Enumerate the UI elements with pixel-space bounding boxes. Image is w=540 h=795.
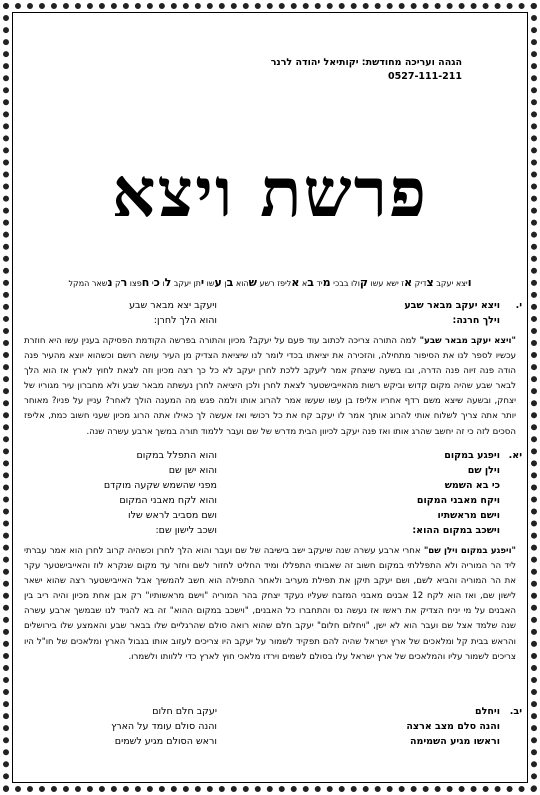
- section-verse-12: [18, 706, 522, 751]
- summary-letter: מ: [322, 276, 331, 289]
- verse-translation: ושם מסביב לראש שלו: [128, 510, 217, 521]
- verse-original: ויקח מאבני המקום: [416, 495, 500, 506]
- summary-word: ז ישא עשו: [368, 279, 405, 288]
- verse-original: ויצא יעקב מבאר שבע: [404, 300, 500, 311]
- summary-letter: ב: [307, 276, 314, 289]
- page-title: פרשת ויצא: [111, 153, 429, 233]
- verse-translation: ושכב לישון שם:: [155, 525, 217, 536]
- commentary-paragraph: [24, 544, 516, 665]
- verse-translation: והוא לקח מאבני המקום: [119, 495, 217, 506]
- commentary-paragraph: [24, 334, 516, 440]
- verse-row: [18, 315, 522, 330]
- summary-word: א: [299, 279, 308, 288]
- verse-original: וילך חרנה:: [452, 315, 500, 326]
- verse-row: [18, 706, 522, 721]
- verse-row: [18, 300, 522, 315]
- verse-number: יב.: [509, 706, 522, 717]
- summary-word: יד: [313, 279, 323, 288]
- verse-original: וישם מראשתיו: [437, 510, 500, 521]
- summary-letter: ח: [141, 276, 150, 289]
- verse-number: י.: [515, 300, 522, 311]
- verse-original: והנה סלם מצב ארצה: [406, 721, 500, 732]
- verse-original: כי בא השמש: [444, 480, 500, 491]
- summary-word: שו: [204, 279, 215, 288]
- verse-original: וראשו מגיע השמימה: [409, 736, 500, 747]
- commentary-text: אחרי ארבע עשרה שנה שיעקב ישב בישיבה של שם ועבר והוא הלך לחרן וכשהיה קרוב לחרן הוא אמר עברתי ליד הר המוריה ולא התפללתי במקום חשוב זה שאבותי התפללו ומיד החליט לחזור לשם וחזר עד מקום שנקרא לוז והאייבישטער עקר את הר המוריה והביא לשם, ושם יעקב תיקן את תפילת מעריב ולאחר התפילה הוא חשב להמשיך אבל האייבישטער רצה שהוא ישאר לישון שם, ואז הוא לקח 12 אבנים מאבני המזבח שעליו נעקד יצחק בהר המוריה "וישם מראשותיו" רק אבן אחת מכיון והיה ריב בין האבנים על מי יניח הצדיק את ראשו אז נעשה נס והתחברו כל האבנים, "וישכב במקום ההוא" זה בא להגיד לנו שבמשך ארבע עשרה שנה שלמד אצל שם ועבר הוא לא ישן, "ויחלום חלום" יעקב חלם שהוא רואה סולם שהרגליים שלו בבאר שבע והאמצע שלו בירושלים והראש בבית קל ומלאכים של ארץ ישראל שהיה להם תפקיד לשמור על יעקב היו צריכים לעזוב אותו בגבול הארץ ומלאכים של חו"ל היו צריכים לשמור עליו והמלאכים של ארץ ישראל עלו בסולם לשמים וירדו מלאכי חוץ לארץ כדי ללוותו ולשמרו.: [24, 546, 516, 662]
- summary-letter: נ: [107, 276, 113, 289]
- verse-translation: והוא התפלל במקום: [136, 450, 217, 461]
- verse-row: [18, 480, 522, 495]
- summary-letter: ע: [214, 276, 222, 289]
- summary-letter: ל: [164, 276, 172, 289]
- commentary-lead: "ויצא יעקב מבאר שבע": [416, 336, 516, 346]
- summary-word: תן יעקב: [171, 279, 201, 288]
- section-verse-10: [18, 300, 522, 440]
- verse-translation: ויעקב יצא מבאר שבע: [129, 300, 217, 311]
- summary-word: שאר המקל: [68, 279, 108, 288]
- credits-phone: 0527-111-211: [388, 71, 462, 82]
- verse-translation: וראש הסולם מגיע לשמים: [114, 736, 217, 747]
- summary-word: יצא יעקב: [433, 279, 468, 288]
- verse-row: [18, 510, 522, 525]
- section-verse-11: [18, 450, 522, 665]
- commentary-text: למה התורה צריכה לכתוב עוד פעם על יעקב? מכיון והתורה בפרשה הקודמת הפסיקה בענין עשו היא חוזרת עכשיו לספר לנו את הסיפור מתחילה, והזכירה את יציאתו בכדי לומר לנו שיציאת הצדיק מן העיר עושה רושם וכשהוא יוצא מהעיר פנה הודה פנה זיוה פנה הדרה, ובו בשעה שיצחק אמר ליעקב ללכת לחרן יעקב לא כל כך רצה מכיון וזה לצאת לחוץ לארץ אז הוא הלך לבאר שבע שהיה מקום קדוש וביקש רשות מהאייבישטער לצאת לחרן ולכן היציאה לחרן נעשתה מבאר שבע ולא מחברון עיר מגוריו של יצחק, ובשעה שיצא משם רדף אחריו אליפז בן עשו שעשו אמר להרוג אותו ולמה פגש מה המענה הולך לאחר? עניין על פניו? מאוחר יותר אתה צריך לשלוח אותי להרוג אותך אמר לו יעקב קח את כל רכושי ואז אעשה לך כאילו אתה הרוג מכיון שעני חשוב כמת, אליפז הסכים לזה כי זה יחשב שהרג אותו ואז פנה יעקב לכיוון הבית מדרש של שם ועבר ללמוד תורה במשך ארבע עשרה שנה.: [24, 336, 516, 437]
- summary-letter: ר: [120, 276, 128, 289]
- summary-letter: א: [291, 276, 300, 289]
- acrostic-summary: [18, 276, 522, 289]
- verse-row: [18, 525, 522, 540]
- verse-translation: והנה סולם עומד על הארץ: [111, 721, 217, 732]
- verse-translation: מפני שהשמש שקעה מוקדם: [103, 480, 217, 491]
- document-content: [18, 18, 522, 777]
- verse-row: [18, 495, 522, 510]
- verse-original: וישכב במקום ההוא:: [412, 525, 500, 536]
- summary-word: ק: [112, 279, 121, 288]
- summary-letter: ב: [226, 276, 234, 289]
- summary-word: ליפז רשע: [256, 279, 292, 288]
- verse-translation: והוא ישן שם: [168, 465, 217, 476]
- verse-original: ויחלם: [475, 706, 500, 717]
- summary-word: דיק: [412, 279, 427, 288]
- summary-letter: י: [200, 276, 205, 289]
- commentary-lead: "ויפגע במקום וילן שם": [420, 546, 516, 556]
- verse-row: [18, 450, 522, 465]
- verse-translation: יעקב חלם חלום: [152, 706, 217, 717]
- summary-letter: ק: [359, 276, 369, 289]
- summary-letter: ש: [248, 276, 257, 289]
- verse-original: ויפגע במקום: [444, 450, 500, 461]
- summary-word: פצו: [127, 279, 142, 288]
- summary-letter: כ: [153, 276, 160, 289]
- summary-word: ולו בבכי: [330, 279, 360, 288]
- verse-row: [18, 736, 522, 751]
- summary-letter: צ: [426, 276, 434, 289]
- verse-number: יא.: [508, 450, 522, 461]
- summary-letter: ו: [467, 276, 472, 289]
- verse-row: [18, 465, 522, 480]
- summary-letter: א: [404, 276, 413, 289]
- summary-word: הוא: [233, 279, 249, 288]
- verse-row: [18, 721, 522, 736]
- summary-word: י: [149, 279, 154, 288]
- verse-translation: והוא הלך לחרן:: [153, 315, 217, 326]
- summary-word: ו: [159, 279, 165, 288]
- credits-line: הגהה ועריכה מחודשת: יקותיאל יהודה לרנר: [270, 57, 462, 68]
- credits: [271, 56, 462, 84]
- summary-word: ן: [221, 279, 227, 288]
- verse-original: וילן שם: [467, 465, 500, 476]
